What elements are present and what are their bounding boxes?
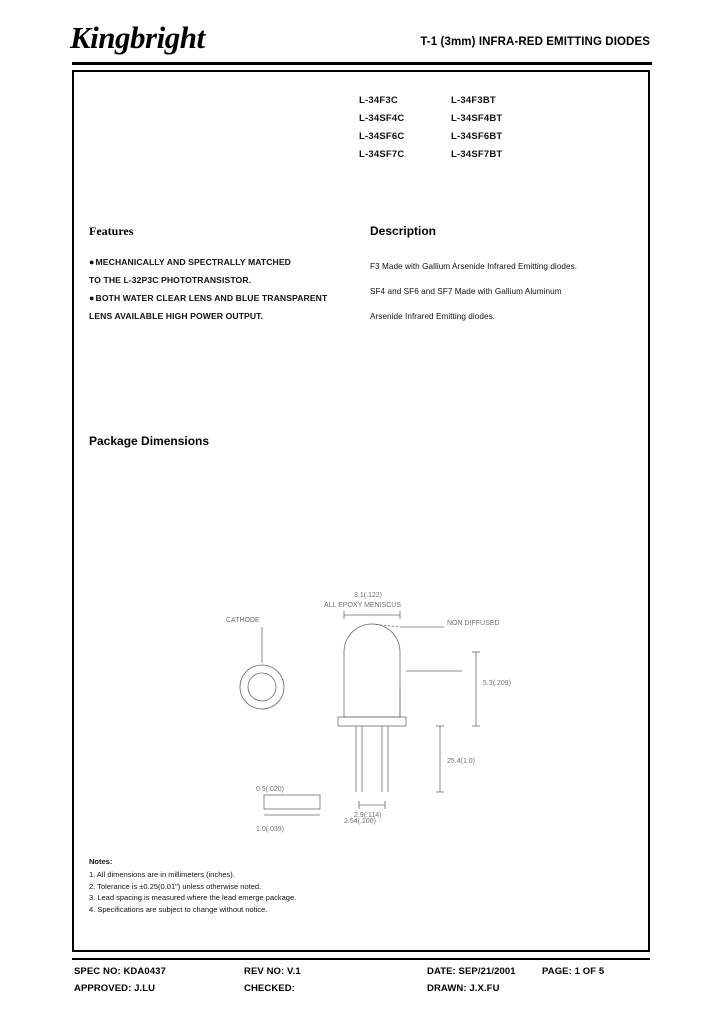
notes-section xyxy=(89,857,489,915)
checked-by: CHECKED: xyxy=(244,983,295,994)
part-number: L-34SF4BT xyxy=(451,113,503,124)
part-number: L-34SF7BT xyxy=(451,149,503,160)
drawing-label-dia-bottom: 2.9(.114) xyxy=(354,812,382,819)
package-drawing xyxy=(204,567,534,837)
description-line: Arsenide Infrared Emitting diodes. xyxy=(370,312,496,321)
part-number: L-34SF6C xyxy=(359,131,405,142)
drawing-label-height: 5.3(.209) xyxy=(483,680,512,687)
part-number: L-34F3C xyxy=(359,95,398,106)
note-item: 3. Lead spacing is measured where the lead emerge package. xyxy=(89,893,297,902)
bullet-icon: ● xyxy=(89,293,95,303)
table-row xyxy=(359,128,589,146)
drawing-label-dia-top: 3.1(.122) xyxy=(354,592,383,599)
part-number: L-34SF4C xyxy=(359,113,405,124)
drawing-label-top-note: ALL EPOXY MENISCUS xyxy=(324,602,402,609)
part-number: L-34SF6BT xyxy=(451,131,503,142)
date: DATE: SEP/21/2001 xyxy=(427,966,516,977)
package-drawing-svg xyxy=(204,567,534,837)
bullet-icon: ● xyxy=(89,257,95,267)
brand-logo: Kingbright xyxy=(70,20,205,55)
note-item: 4. Specifications are subject to change without notice. xyxy=(89,904,268,914)
feature-item xyxy=(89,307,364,325)
features-section xyxy=(89,224,364,325)
drawn-by: DRAWN: J.X.FU xyxy=(427,983,500,994)
feature-item xyxy=(89,271,364,289)
note-item: 2. Tolerance is ±0.25(0.01") unless otherwise noted. xyxy=(89,881,262,891)
feature-text: TO THE L-32P3C PHOTOTRANSISTOR. xyxy=(89,275,252,285)
page-header xyxy=(70,20,650,62)
page-title: T-1 (3mm) INFRA-RED EMITTING DIODES xyxy=(420,36,650,48)
drawing-label-lead-length: 25.4(1.0) xyxy=(447,758,476,765)
description-heading: Description xyxy=(370,224,437,238)
drawing-label-right-note: NON DIFFUSED xyxy=(447,620,500,627)
spec-no: SPEC NO: KDA0437 xyxy=(74,966,166,977)
feature-item xyxy=(89,253,364,271)
part-number-table xyxy=(359,92,589,164)
approved-by: APPROVED: J.LU xyxy=(74,983,156,994)
description-line: SF4 and SF6 and SF7 Made with Gallium Aluminum xyxy=(370,287,562,296)
drawing-label-left-note: CATHODE xyxy=(226,617,260,624)
feature-text: BOTH WATER CLEAR LENS AND BLUE TRANSPARENT xyxy=(95,293,328,303)
drawing-label-lead-spacing: 2.54(.100) xyxy=(344,818,376,825)
page-number: PAGE: 1 OF 5 xyxy=(542,966,605,977)
description-line: F3 Made with Gallium Arsenide Infrared Emitting diodes. xyxy=(370,262,578,271)
drawing-label-tip: 0.5(.020) xyxy=(256,786,285,793)
description-section xyxy=(370,224,635,329)
content-frame xyxy=(72,70,650,952)
footer-divider xyxy=(72,958,650,960)
features-heading: Features xyxy=(89,224,134,238)
feature-text: MECHANICALLY AND SPECTRALLY MATCHED xyxy=(95,257,291,267)
rev-no: REV NO: V.1 xyxy=(244,966,301,977)
page-footer xyxy=(72,962,650,998)
part-number: L-34SF7C xyxy=(359,149,405,160)
table-row xyxy=(359,110,589,128)
header-divider xyxy=(72,62,652,65)
part-number: L-34F3BT xyxy=(451,95,496,106)
note-item: 1. All dimensions are in millimeters (inches). xyxy=(89,870,235,879)
feature-item xyxy=(89,289,364,307)
table-row xyxy=(359,146,589,164)
table-row xyxy=(359,92,589,110)
package-dimensions-heading: Package Dimensions xyxy=(89,434,210,448)
drawing-label-flange: 1.0(.039) xyxy=(256,826,285,833)
feature-text: LENS AVAILABLE HIGH POWER OUTPUT. xyxy=(89,311,264,321)
notes-heading: Notes: xyxy=(89,857,113,866)
